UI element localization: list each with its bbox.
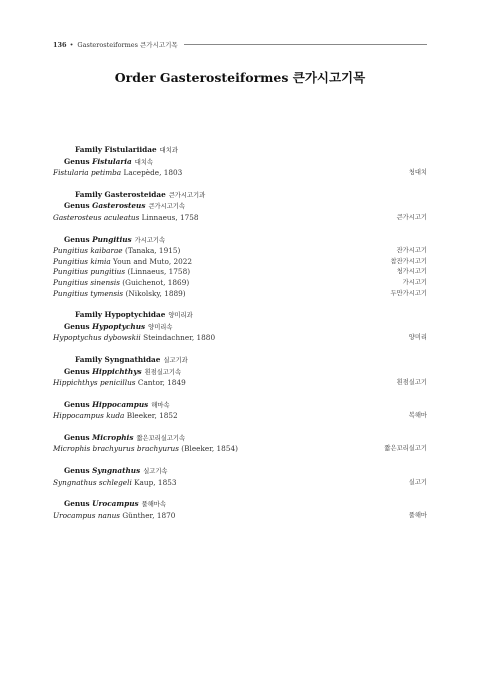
species-name: Hippichthys penicillus xyxy=(53,378,136,388)
genus-korean-name: 양미리속 xyxy=(148,323,173,331)
genus-korean-name: 가시고기속 xyxy=(134,236,166,244)
species-common-name: 실고기 xyxy=(408,478,427,486)
taxon-group xyxy=(53,145,427,179)
genus-name: Gasterosteus xyxy=(92,201,146,211)
species-row xyxy=(53,411,427,422)
family-korean-name: 양미리과 xyxy=(168,312,193,320)
family-heading xyxy=(53,310,427,322)
species-row xyxy=(53,478,427,489)
genus-label: Genus xyxy=(64,234,90,244)
species-common-name: 양미리 xyxy=(408,334,427,342)
species-common-name: 짧은꼬리실고기 xyxy=(384,445,427,453)
genus-heading xyxy=(53,400,427,412)
running-head-section: Gasterosteiformes 큰가시고기목 xyxy=(77,41,178,49)
species-author: (Nikolsky, 1889) xyxy=(125,288,186,298)
running-head xyxy=(53,40,427,49)
genus-heading xyxy=(53,157,427,169)
genus-korean-name: 짧은꼬리실고기속 xyxy=(136,434,186,442)
species-common-name: 청가시고기 xyxy=(396,268,427,276)
species-row xyxy=(53,333,427,344)
species-row xyxy=(53,246,427,257)
genus-korean-name: 큰가시고기속 xyxy=(148,203,185,211)
family-heading xyxy=(53,190,427,202)
genus-korean-name: 대치속 xyxy=(134,158,153,166)
genus-label: Genus xyxy=(64,321,90,331)
species-row xyxy=(53,289,427,300)
species-name: Pungitius sinensis xyxy=(53,277,120,287)
species-row xyxy=(53,511,427,522)
species-author: Kaup, 1853 xyxy=(134,477,177,487)
taxon-group xyxy=(53,466,427,488)
species-row xyxy=(53,257,427,268)
genus-label: Genus xyxy=(64,466,90,476)
genus-name: Hippichthys xyxy=(92,366,142,376)
species-row xyxy=(53,378,427,389)
genus-name: Fistularia xyxy=(92,156,132,166)
genus-label: Genus xyxy=(64,399,90,409)
species-common-name: 큰가시고기 xyxy=(396,213,427,221)
genus-name: Microphis xyxy=(92,432,134,442)
species-author: (Tanaka, 1915) xyxy=(124,246,181,256)
species-name: Gasterosteus aculeatus xyxy=(53,212,140,222)
species-author: (Guichenot, 1869) xyxy=(122,277,190,287)
species-row xyxy=(53,213,427,224)
genus-korean-name: 해마속 xyxy=(151,401,170,409)
genus-name: Urocampus xyxy=(92,499,139,509)
species-row xyxy=(53,168,427,179)
species-author: (Bleeker, 1854) xyxy=(181,444,238,454)
species-name: Pungitius kaibarae xyxy=(53,246,123,256)
species-common-name: 복해마 xyxy=(408,412,427,420)
taxon-group xyxy=(53,190,427,224)
family-name: Family Syngnathidae xyxy=(75,354,161,364)
species-common-name: 두만가시고기 xyxy=(390,289,427,297)
family-heading xyxy=(53,355,427,367)
species-name: Hippocampus kuda xyxy=(53,411,125,421)
species-author: Linnaeus, 1758 xyxy=(141,212,199,222)
genus-heading xyxy=(53,367,427,379)
taxon-group xyxy=(53,310,427,344)
species-author: Cantor, 1849 xyxy=(137,378,186,388)
genus-label: Genus xyxy=(64,201,90,211)
family-korean-name: 대치과 xyxy=(159,147,178,154)
species-author: Günther, 1870 xyxy=(122,510,176,520)
taxon-group xyxy=(53,355,427,389)
genus-korean-name: 실고기속 xyxy=(143,468,168,476)
taxon-group xyxy=(53,400,427,422)
family-korean-name: 실고기과 xyxy=(163,356,188,364)
genus-korean-name: 흰점실고기속 xyxy=(144,368,182,376)
family-name: Family Hypoptychidae xyxy=(75,310,166,320)
page-title: Order Gasterosteiformes 큰가시고기목 xyxy=(114,70,366,85)
genus-name: Hippocampus xyxy=(92,399,149,409)
genus-heading xyxy=(53,466,427,478)
species-name: Fistularia petimba xyxy=(53,168,122,178)
species-row xyxy=(53,278,427,289)
species-author: Youn and Muto, 2022 xyxy=(113,256,193,266)
genus-name: Pungitius xyxy=(92,234,132,244)
species-name: Syngnathus schlegeli xyxy=(53,477,132,487)
genus-label: Genus xyxy=(64,499,90,509)
species-name: Pungitius tymensis xyxy=(53,288,124,298)
species-name: Hypoptychus dybowskii xyxy=(53,333,141,343)
species-common-name: 가시고기 xyxy=(402,278,427,286)
species-name: Pungitius kimia xyxy=(53,256,111,266)
species-author: (Linnaeus, 1758) xyxy=(127,267,191,277)
header-rule xyxy=(184,44,427,45)
species-common-name: 풀해마 xyxy=(408,511,427,519)
genus-heading xyxy=(53,499,427,511)
genus-korean-name: 풀해마속 xyxy=(141,501,166,509)
taxon-group xyxy=(53,235,427,300)
genus-heading xyxy=(53,322,427,334)
species-row xyxy=(53,267,427,278)
family-name: Family Gasterosteidae xyxy=(75,189,166,199)
species-common-name: 청대치 xyxy=(408,169,427,177)
genus-name: Syngnathus xyxy=(92,466,141,476)
species-name: Microphis brachyurus brachyurus xyxy=(53,444,179,454)
genus-heading xyxy=(53,433,427,445)
species-common-name: 잔가시고기 xyxy=(396,247,427,255)
species-common-name: 흰점실고기 xyxy=(396,379,427,387)
species-name: Urocampus nanus xyxy=(53,510,121,520)
species-name: Pungitius pungitius xyxy=(53,267,126,277)
genus-label: Genus xyxy=(64,366,90,376)
page-number: 136 xyxy=(53,40,67,49)
genus-name: Hypoptychus xyxy=(92,321,146,331)
header-separator: • xyxy=(69,40,74,49)
taxon-group xyxy=(53,499,427,521)
family-name: Family Fistulariidae xyxy=(75,145,157,154)
genus-heading xyxy=(53,201,427,213)
genus-label: Genus xyxy=(64,156,90,166)
species-row xyxy=(53,444,427,455)
taxon-group xyxy=(53,433,427,455)
species-author: Steindachner, 1880 xyxy=(143,333,216,343)
species-author: Bleeker, 1852 xyxy=(126,411,178,421)
species-common-name: 참잔가시고기 xyxy=(390,257,427,265)
family-heading xyxy=(53,145,427,157)
genus-heading xyxy=(53,235,427,247)
family-korean-name: 큰가시고기과 xyxy=(168,191,206,199)
taxonomy-list xyxy=(53,145,427,532)
species-author: Lacepède, 1803 xyxy=(123,168,183,178)
genus-label: Genus xyxy=(64,432,90,442)
